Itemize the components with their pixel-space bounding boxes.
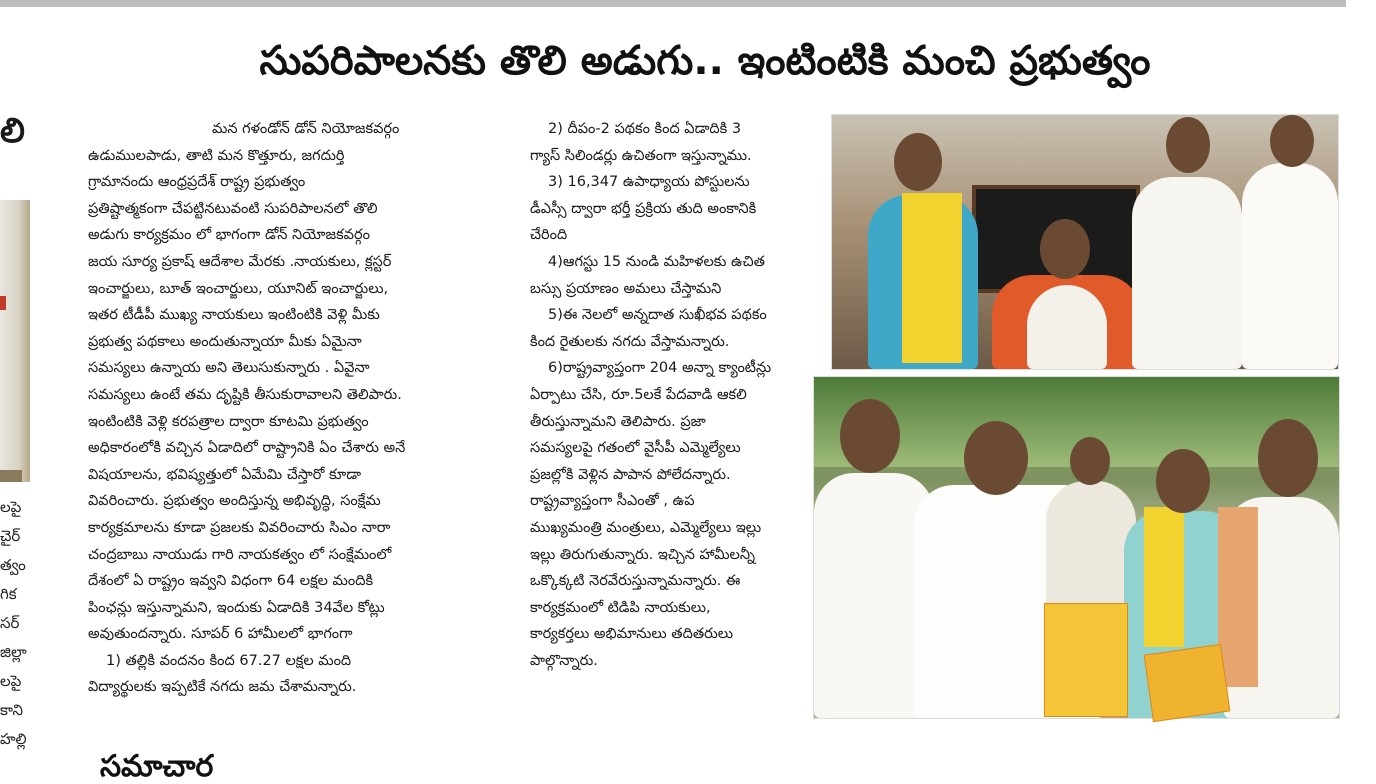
text-line: సమస్యలపై గతంలో వైసీపీ ఎమ్మెల్యేలు <box>530 440 741 457</box>
text-line: వివరించారు. ప్రభుత్వం అందిస్తున్న అభివృద్ధి, సంక్షేమ <box>88 493 381 510</box>
text-line: త్వం <box>0 556 26 574</box>
text-line: కింద రైతులకు నగదు వేస్తామన్నారు. <box>530 333 730 350</box>
text-line: అవుతుందన్నారు. సూపర్ 6 హామీలలో భాగంగా <box>88 626 353 643</box>
pamphlet <box>1044 603 1128 717</box>
adjacent-article-photo <box>0 200 30 482</box>
text-line: ముఖ్యమంత్రి మంత్రులు, ఎమ్మెల్యేలు ఇల్లు <box>530 519 762 536</box>
text-line: లపై <box>0 498 22 516</box>
person-head <box>1070 437 1110 485</box>
text-line: జిల్లా <box>0 643 27 661</box>
text-line: కార్యక్రమంలో టిడిపి నాయకులు, <box>530 599 711 616</box>
text-line: కార్యకర్తలు అభిమానులు తదితరులు <box>530 626 734 643</box>
next-article-headline-fragment: సమాచార <box>100 749 214 784</box>
text-line: ఒక్కొక్కటి నెరవేరుస్తున్నామన్నారు. ఈ <box>530 573 741 590</box>
person-figure <box>1242 163 1338 369</box>
text-line: సర్ <box>0 614 20 632</box>
text-line: హల్లి <box>0 730 27 748</box>
text-line: కాని <box>0 701 24 719</box>
article-photo-pamphlet-distribution <box>813 376 1340 719</box>
text-line: ప్రజల్లోకి వెళ్లిన పాపాన పోలేదన్నారు. <box>530 466 731 483</box>
photo-detail <box>0 296 6 310</box>
article-photo-felicitation <box>831 114 1339 370</box>
text-line: తీరుస్తున్నామని తెలిపారు. ప్రజా <box>530 413 706 430</box>
text-line: ప్రతిష్టాత్మకంగా చేపట్టినటువంటి సుపరిపాలనలో తొలి <box>88 200 378 217</box>
page-headline: సుపరిపాలనకు తొలి అడుగు.. ఇంటింటికి మంచి ప్రభుత్వం <box>259 38 1151 84</box>
article-column-1 <box>88 116 490 701</box>
yellow-scarf <box>1144 507 1184 647</box>
text-line: బస్సు ప్రయాణం అమలు చేస్తామని <box>530 280 722 297</box>
person-head <box>1166 117 1210 173</box>
text-line: చేరింది <box>530 227 568 244</box>
text-line: ఇతర టీడీపీ ముఖ్య నాయకులు ఇంటింటికి వెళ్లి మీకు <box>88 307 380 324</box>
text-line: ఇంచార్జులు, బూత్ ఇంచార్జులు, యూనిట్ ఇంచార్జులు, <box>88 280 389 297</box>
article-column-2 <box>530 116 820 674</box>
text-line: జయ సూర్య ప్రకాష్ ఆదేశాల మేరకు .నాయకులు, క్లస్టర్ <box>88 253 392 270</box>
text-line: డీఎస్సీ ద్వారా భర్తీ ప్రక్రియ తుది అంకానికి <box>530 200 757 217</box>
pamphlet <box>1144 644 1231 722</box>
top-rule <box>0 0 1346 7</box>
text-line: పాల్గొన్నారు. <box>530 652 598 669</box>
text-line: సమస్యలు ఉన్నాయ అని తెలుసుకున్నారు . ఏవైనా <box>88 360 370 377</box>
text-line: 1) తల్లికి వందనం కింద 67.27 లక్షల మంది <box>106 652 352 669</box>
person-head <box>1040 219 1090 279</box>
text-line: ఇంటింటికి వెళ్లి కరపత్రాల ద్వారా కూటమి ప్రభుత్వం <box>88 413 369 430</box>
text-line: చంద్రబాబు నాయుడు గారి నాయకత్వం లో సంక్షేమంలో <box>88 546 392 563</box>
text-line: ఉడుములపాడు, తాటి మన కొత్తూరు, జగదుర్తి <box>88 147 345 164</box>
text-line: 4)ఆగస్టు 15 నుండి మహిళలకు ఉచిత <box>548 253 765 270</box>
person-head <box>964 421 1028 495</box>
text-line: మన గళండోన్ డోన్ నియోజకవర్గం <box>212 121 400 137</box>
adjacent-article-headline-fragment: లి <box>0 111 25 151</box>
person-head <box>1156 449 1210 513</box>
text-line: అధికారంలోకి వచ్చిన ఏడాదిలో రాష్ట్రానికి ఏం చేశారు అనే <box>88 440 406 457</box>
text-line: 6)రాష్ట్రవ్యాప్తంగా 204 అన్నా క్యాంటీన్లు <box>548 360 772 377</box>
text-line: విషయాలను, భవిష్యత్తులో ఏమేమి చేస్తారో కూడా <box>88 466 361 483</box>
person-figure <box>1132 177 1242 369</box>
text-line: లపై <box>0 672 22 690</box>
text-line: కార్యక్రమాలను కూడా ప్రజలకు వివరించారు సిఎం నారా <box>88 519 391 536</box>
text-line: ఇల్లు తిరుగుతున్నారు. ఇచ్చిన హామీలన్నీ <box>530 546 755 563</box>
text-line: 2) దీపం-2 పథకం కింద ఏడాదికి 3 <box>548 121 742 137</box>
photo-detail <box>0 470 22 482</box>
yellow-scarf <box>902 193 962 363</box>
text-line: దేశంలో ఏ రాష్ట్రం ఇవ్వని విధంగా 64 లక్షల మందికి <box>88 573 374 590</box>
person-head <box>894 133 942 191</box>
text-line: 3) 16,347 ఉపాధ్యాయ పోస్టులను <box>548 174 750 191</box>
shawl <box>1218 507 1258 687</box>
text-line: గ్రామానందు ఆంధ్రప్రదేశ్ రాష్ట్ర ప్రభుత్వం <box>88 174 306 191</box>
text-line: గ్యాస్ సిలిండర్లు ఉచితంగా ఇస్తున్నాము. <box>530 147 752 164</box>
text-line: పింఛన్లు ఇస్తున్నామని, ఇందుకు ఏడాదికి 34వేల కోట్లు <box>88 599 385 616</box>
text-line: అడుగు కార్యక్రమం లో భాగంగా డోన్ నియోజకవర్గం <box>88 227 370 244</box>
text-line: ఏర్పాటు చేసి, రూ.5లకే పేదవాడి ఆకలి <box>530 386 747 403</box>
person-head <box>1258 419 1318 497</box>
text-line: విద్యార్థులకు ఇప్పటికే నగదు జమ చేశామన్నారు. <box>88 679 357 696</box>
person-head <box>840 399 900 473</box>
person-head <box>1270 115 1314 167</box>
text-line: చైర్ <box>0 527 21 545</box>
person-figure <box>1027 285 1107 369</box>
text-line: 5)ఈ నెలలో అన్నదాత సుఖీభవ పథకం <box>548 307 767 324</box>
text-line: ప్రభుత్వ పథకాలు అందుతున్నాయా మీకు ఏమైనా <box>88 333 362 350</box>
adjacent-article-text <box>0 493 30 754</box>
text-line: సమస్యలు ఉంటే తమ దృష్టికి తీసుకురావాలని తెలిపారు. <box>88 386 402 403</box>
text-line: రాష్ట్రవ్యాప్తంగా సీఎంతో , ఉప <box>530 493 695 510</box>
text-line: గిక <box>0 585 17 603</box>
